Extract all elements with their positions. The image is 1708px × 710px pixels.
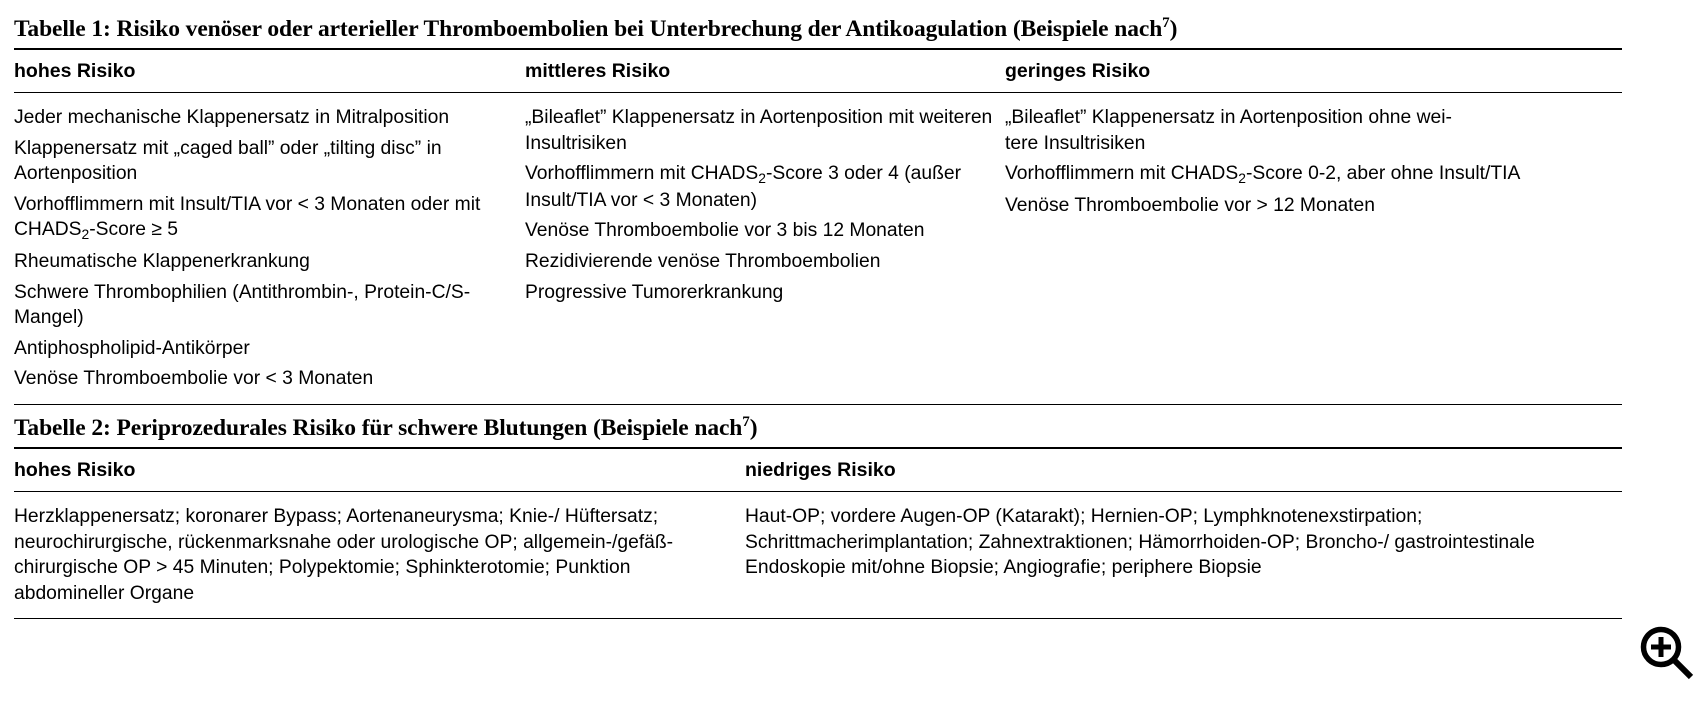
list-item: Venöse Thromboembolie vor < 3 Monaten (14, 368, 374, 390)
table-1-block (14, 14, 1622, 405)
table-1-caption-text: Risiko venöser oder arterieller Thromboembolien bei Unterbrechung der Antikoagulation (Beispiele nach (110, 16, 1163, 42)
list-item: Vorhofflimmern mit $CHADS_2$-Score 3 oder 4 (außer Insult/TIA vor < 3 Monaten) (525, 163, 961, 211)
table-1-bottom-rule (14, 404, 1622, 405)
chads-subscript: 2 (758, 170, 766, 187)
zoom-in-icon[interactable] (1636, 622, 1698, 684)
list-item (14, 136, 513, 187)
list-item: Schwere Thrombophilien (Antithrombin-, Protein-C/S-Mangel) (14, 281, 471, 329)
table-2-caption-superscript: 7 (742, 414, 750, 431)
list-item: Vorhofflimmern mit Insult/TIA vor < 3 Monaten oder mit $CHADS_2$-Score ≥ 5 (14, 193, 481, 243)
table-2-header-high: hohes Risiko (14, 459, 136, 481)
list-item: Progressive Tumorerkrankung (525, 281, 784, 303)
table-2-cell-high-risk (14, 504, 745, 606)
table-2-header-low: niedriges Risiko (745, 459, 896, 481)
table-2-body-row (14, 492, 1622, 618)
chads-subscript: 2 (81, 226, 90, 243)
table-1-header-high: hohes Risiko (14, 60, 136, 82)
list-item: Vorhofflimmern mit $CHADS_2$-Score 0-2, aber ohne Insult/TIA (1005, 163, 1521, 187)
table-1-caption-close: ) (1169, 16, 1178, 42)
table-1-cell-low-risk (1005, 105, 1622, 392)
table-1-header-row (14, 50, 1622, 92)
list-item: „Bileaflet” Klappenersatz in Aortenposition mit weiteren Insultrisiken (525, 107, 993, 154)
table-1-body-row (14, 93, 1622, 404)
list-item: Rheumatische Klappenerkrankung (14, 250, 310, 272)
list-item-text: Klappenersatz mit „caged ball” oder „tilting disc” in Aortenposition (14, 137, 442, 185)
list-item: Antiphospholipid-Antikörper (14, 337, 250, 359)
list-item: Venöse Thromboembolie vor 3 bis 12 Monaten (525, 220, 925, 242)
table-2-caption (14, 413, 1622, 447)
table-1-caption-superscript: 7 (1162, 15, 1170, 32)
table-2-cell-low-risk (745, 504, 1622, 606)
table-2-header-row (14, 449, 1622, 491)
table-2-caption-close: ) (749, 415, 758, 441)
table-1-header-medium: mittleres Risiko (525, 60, 671, 82)
table-2-caption-text: Periprozedurales Risiko für schwere Blutungen (Beispiele nach (110, 415, 743, 441)
table-1-caption-label: Tabelle 1: (14, 16, 111, 42)
table-1-cell-medium-risk (525, 105, 1005, 392)
cell-paragraph: Haut-OP; vordere Augen-OP (Katarakt); Hernien-OP; Lymphknotenexstirpation; Schrittmacherimplantation; Zahnextraktionen; Hämorrhoiden-OP; Broncho-/ gastrointestinale Endoskopie mit/ohne Biopsie; Angiografie; periphere Biopsie (745, 506, 1535, 579)
list-item: Rezidivierende venöse Thromboembolien (525, 250, 881, 272)
table-1-header-low: geringes Risiko (1005, 60, 1151, 82)
table-2-caption-label: Tabelle 2: (14, 415, 111, 441)
table-1-caption (14, 14, 1622, 48)
cell-paragraph: Herzklappenersatz; koronarer Bypass; Aortenaneurysma; Knie-/ Hüftersatz; neurochirurgische, rückenmarksnahe oder urologische OP; allgemein-/gefäß-chirurgische OP > 45 Minuten; Polypektomie; Sphinkterotomie; Punktion abdomineller Organe (14, 506, 674, 604)
table-2-bottom-rule (14, 618, 1622, 619)
list-item: Jeder mechanische Klappenersatz in Mitralposition (14, 107, 450, 128)
table-2-block (14, 413, 1622, 619)
list-item: „Bileaflet” Klappenersatz in Aortenposition ohne wei- tere Insultrisiken (1005, 107, 1452, 154)
list-item: Venöse Thromboembolie vor > 12 Monaten (1005, 194, 1375, 216)
chads-subscript: 2 (1238, 170, 1246, 187)
table-1-cell-high-risk (14, 105, 525, 392)
